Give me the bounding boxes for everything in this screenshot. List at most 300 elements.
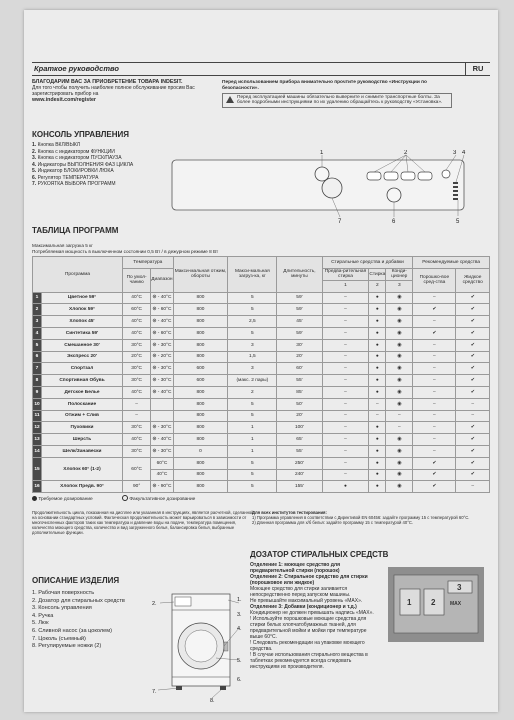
- function-button-icon: [367, 172, 381, 180]
- table-cell: ⊛ - 30°C: [151, 363, 173, 375]
- table-cell: –: [322, 316, 369, 328]
- table-cell: 30°C: [123, 375, 151, 387]
- start-pause-button-icon: [442, 170, 450, 178]
- table-cell: ◉: [386, 304, 413, 316]
- row-number: 15: [33, 457, 42, 481]
- table-cell: ⊛ - 40°C: [151, 386, 173, 398]
- table-cell: 40°C: [123, 386, 151, 398]
- table-cell: 155': [277, 481, 322, 493]
- table-cell: 5: [228, 469, 277, 481]
- table-cell: ⊛ - 20°C: [151, 351, 173, 363]
- program-name: Экспресс 20': [42, 351, 123, 363]
- table-cell: ◉: [386, 398, 413, 410]
- list-item: 1. Кнопка ВКЛ/ВЫКЛ: [32, 142, 81, 148]
- col-temperature: Температура: [123, 257, 174, 269]
- table-cell: 800: [173, 339, 228, 351]
- svg-text:2: 2: [431, 598, 436, 607]
- table-cell: 800: [173, 327, 228, 339]
- list-item: 5. Индикатор БЛОКИРОВКИ ЛЮКА: [32, 168, 114, 174]
- table-cell: ✔: [456, 363, 490, 375]
- warning-title: Перед использованием прибора внимательно прочтите руководство «Инструкции по безопасности».: [222, 80, 427, 91]
- callout-4: 4: [462, 150, 466, 156]
- program-name: Спортивная Обувь: [42, 375, 123, 387]
- list-item: 4. Индикаторы ВЫПОЛНЕНИЯ ФАЗ ЦИКЛА: [32, 161, 134, 168]
- table-cell: ✔: [456, 469, 490, 481]
- row-number: 10: [33, 398, 42, 410]
- table-cell: [151, 398, 173, 410]
- table-cell: ◉: [386, 375, 413, 387]
- table-cell: ●: [369, 375, 386, 387]
- dispenser-photo: [388, 567, 484, 642]
- table-cell: 30°C: [123, 339, 151, 351]
- table-cell: 2,5: [228, 316, 277, 328]
- table-cell: ◉: [386, 363, 413, 375]
- table-cell: 1: [228, 422, 277, 434]
- col-spin: Макси-мальная отжим, обороты: [173, 257, 228, 293]
- table-cell: –: [322, 398, 369, 410]
- table-cell: ◉: [386, 469, 413, 481]
- table-cell: 800: [173, 434, 228, 446]
- table-cell: –: [322, 422, 369, 434]
- table-cell: 55': [277, 445, 322, 457]
- row-number: 1: [33, 292, 42, 304]
- table-cell: 55': [277, 375, 322, 387]
- col-powder: Порошко-вое сред-ства: [413, 268, 456, 292]
- table-row: [33, 445, 490, 457]
- table-cell: ●: [369, 434, 386, 446]
- table-cell: –: [413, 398, 456, 410]
- table-cell: ●: [369, 292, 386, 304]
- table-cell: 60°C: [123, 304, 151, 316]
- table-cell: 65': [277, 434, 322, 446]
- col-load: Макси-мальная загруз-ка, кг: [228, 257, 277, 293]
- table-cell: ●: [369, 327, 386, 339]
- table-cell: ✔: [456, 457, 490, 469]
- table-row: [33, 434, 490, 446]
- table-cell: 90°: [123, 481, 151, 493]
- table-cell: –: [413, 422, 456, 434]
- svg-text:5.: 5.: [237, 658, 242, 664]
- description-heading: ОПИСАНИЕ ИЗДЕЛИЯ: [32, 576, 120, 585]
- table-cell: ◉: [386, 316, 413, 328]
- table-cell: 50': [277, 398, 322, 410]
- warning-box: [222, 93, 452, 109]
- table-cell: 5: [228, 457, 277, 469]
- thanks-text: Для того чтобы получить наиболее полное обслуживание просим Вас зарегистрировать прибор на: [32, 85, 195, 97]
- table-cell: 40°C: [123, 292, 151, 304]
- table-cell: ✔: [413, 457, 456, 469]
- table-cell: ●: [369, 386, 386, 398]
- table-cell: 59': [277, 327, 322, 339]
- row-number: 12: [33, 422, 42, 434]
- warning-icon: [226, 96, 234, 103]
- program-name: Детское Белье: [42, 386, 123, 398]
- table-cell: 60°C: [151, 457, 173, 469]
- table-cell: –: [386, 422, 413, 434]
- table-cell: 800: [173, 410, 228, 422]
- controls-heading: КОНСОЛЬ УПРАВЛЕНИЯ: [32, 130, 130, 139]
- table-cell: ●: [369, 316, 386, 328]
- table-cell: ●: [369, 339, 386, 351]
- table-cell: 800: [173, 422, 228, 434]
- table-cell: ✔: [456, 351, 490, 363]
- temperature-knob-icon: [387, 188, 401, 202]
- table-cell: ✔: [413, 481, 456, 493]
- table-cell: –: [413, 375, 456, 387]
- header-bar: [32, 62, 490, 76]
- table-cell: 800: [173, 304, 228, 316]
- table-cell: 40°C: [123, 434, 151, 446]
- program-name: Синтетика 59': [42, 327, 123, 339]
- table-row: [33, 398, 490, 410]
- table-cell: –: [413, 351, 456, 363]
- table-cell: 3: [228, 339, 277, 351]
- table-cell: –: [456, 410, 490, 422]
- table-row: [33, 316, 490, 328]
- table-cell: –: [322, 339, 369, 351]
- table-cell: ◉: [386, 339, 413, 351]
- table-cell: ●: [369, 457, 386, 469]
- table-cell: ◉: [386, 327, 413, 339]
- table-cell: 5: [228, 481, 277, 493]
- table-cell: (макс. 2 пары): [228, 375, 277, 387]
- svg-text:7.: 7.: [152, 689, 157, 695]
- safety-warning: [222, 80, 452, 108]
- table-cell: 40°C: [151, 469, 173, 481]
- row-number: 4: [33, 327, 42, 339]
- table-cell: 20°C: [123, 351, 151, 363]
- table-cell: 600: [173, 375, 228, 387]
- list-item: 3. Консоль управления: [32, 605, 92, 612]
- dispenser-text: Отделение 1: моющее средство для предварительной стирки (порошок) Отделение 2: Стиральное средство для стирки (порошковое или жидкое) Моющее средство для стирки заливается непосредственно перед запуском машины. Не превышайте максимальный уровень «MAX». Отделение 3: Добавки (кондиционер и т.д.) Кондиционер не должен превышать надпись «MAX». ! Используйте порошковые моющие средства для стирки белых хлопчатобумажных тканей, для предварительной мойки и мойки при температуре выше 60°C. ! Следовать рекомендации на упаковке моющего средства. ! В случае использования стирального вещества в таблетках рекомендуется всегда следовать инструкциям их производителя.: [250, 562, 374, 670]
- table-row: [33, 457, 490, 469]
- table-cell: 59': [277, 292, 322, 304]
- table-row: [33, 422, 490, 434]
- table-cell: ✔: [456, 292, 490, 304]
- table-cell: 800: [173, 457, 228, 469]
- row-number: 3: [33, 316, 42, 328]
- control-panel-diagram: [170, 150, 470, 225]
- register-url[interactable]: www.indesit.com/register: [32, 97, 96, 103]
- callout-2: 2: [404, 150, 408, 156]
- row-number: 16: [33, 481, 42, 493]
- table-cell: 85': [277, 386, 322, 398]
- table-cell: –: [369, 398, 386, 410]
- callout-6: 6: [392, 219, 396, 225]
- table-cell: –: [322, 434, 369, 446]
- table-cell: 30°C: [123, 445, 151, 457]
- table-cell: 2: [228, 386, 277, 398]
- table-cell: ●: [369, 422, 386, 434]
- table-cell: 800: [173, 469, 228, 481]
- table-cell: [151, 410, 173, 422]
- table-row: [33, 386, 490, 398]
- table-cell: ●: [369, 351, 386, 363]
- table-cell: ⊛ - 30°C: [151, 422, 173, 434]
- dispenser-heading: ДОЗАТОР СТИРАЛЬНЫХ СРЕДСТВ: [250, 550, 389, 559]
- page-title: Краткое руководство: [34, 64, 119, 73]
- col-liquid: Жидкое средство: [456, 268, 490, 292]
- table-cell: 30°C: [123, 363, 151, 375]
- table-cell: 250': [277, 457, 322, 469]
- list-item: 6. Сливной насос (за цоколем): [32, 627, 112, 634]
- table-cell: ◉: [386, 434, 413, 446]
- table-cell: 1: [228, 434, 277, 446]
- list-item: 4. Ручка: [32, 612, 54, 619]
- table-cell: ⊛ - 90°C: [151, 481, 173, 493]
- col-wash: Стирка: [369, 268, 386, 280]
- table-cell: ●: [369, 363, 386, 375]
- program-name: Пуховики: [42, 422, 123, 434]
- washer-diagram: [152, 588, 247, 703]
- table-row: [33, 375, 490, 387]
- program-name: Шерсть: [42, 434, 123, 446]
- callout-5: 5: [456, 219, 460, 225]
- table-cell: –: [322, 304, 369, 316]
- function-button-icon: [384, 172, 398, 180]
- table-cell: –: [322, 327, 369, 339]
- row-number: 9: [33, 386, 42, 398]
- table-row: [33, 351, 490, 363]
- table-cell: –: [123, 398, 151, 410]
- table-cell: 800: [173, 292, 228, 304]
- table-cell: –: [413, 445, 456, 457]
- table-cell: 45': [277, 316, 322, 328]
- table-cell: ◉: [386, 292, 413, 304]
- program-name: Отжим + Слив: [42, 410, 123, 422]
- program-table-heading: ТАБЛИЦА ПРОГРАММ: [32, 226, 119, 235]
- footnote-right: Для всех институтов тестирования: 1) Программа управления в соответствии с Директивой ЕN 60456: задайте программу 15 с температурой 60°C. 2) Длинная программа для х/б белья: задайте программу 15 с температурой 40°C.: [252, 510, 470, 525]
- program-name: Спортзал: [42, 363, 123, 375]
- table-cell: 800: [173, 316, 228, 328]
- svg-text:1.: 1.: [237, 597, 242, 603]
- table-cell: ⊛ - 40°C: [151, 292, 173, 304]
- table-legend: Требуемое дозирование Факультативное дозирование: [32, 495, 490, 502]
- svg-text:4.: 4.: [237, 626, 242, 632]
- col-softener: Конди-ционер: [386, 268, 413, 280]
- power-button-icon: [315, 167, 329, 181]
- table-cell: –: [413, 434, 456, 446]
- table-cell: ●: [369, 304, 386, 316]
- table-cell: 1: [228, 445, 277, 457]
- table-cell: ⊛ - 40°C: [151, 434, 173, 446]
- col-default: По умол-чанию: [123, 268, 151, 292]
- table-cell: 1,5: [228, 351, 277, 363]
- table-cell: –: [456, 398, 490, 410]
- table-info: Максимальная загрузка 5 кг Потребляемая мощность в выключенном состоянии 0,5 Вт / в дежурном режиме 8 Вт: [32, 243, 219, 254]
- table-row: [33, 410, 490, 422]
- table-cell: ✔: [456, 327, 490, 339]
- table-cell: –: [413, 316, 456, 328]
- row-number: 5: [33, 339, 42, 351]
- table-cell: –: [123, 410, 151, 422]
- program-name: Смешанное 30': [42, 339, 123, 351]
- col-recommended: Рекомендуемые средства: [413, 257, 490, 269]
- table-cell: –: [322, 363, 369, 375]
- list-item: 5. Люк: [32, 620, 49, 627]
- function-button-icon: [418, 172, 432, 180]
- table-cell: ⊛ - 40°C: [151, 316, 173, 328]
- row-number: 13: [33, 434, 42, 446]
- footnote-left: Продолжительность цикла, показанная на дисплее или указанная в инструкциях, является расчетной, сделанной на основании стандартных условий. Фактическая продолжительность может варьироваться в зависимости от многочисленных факторов таких как температура и давление воды на подаче, температура помещения, количество моющего средства, количество и вид загруженного белья, балансировка белья, выбранные дополнительные функции.: [32, 510, 254, 535]
- table-cell: 240': [277, 469, 322, 481]
- table-cell: –: [413, 410, 456, 422]
- table-cell: ✔: [413, 469, 456, 481]
- callout-3: 3: [453, 150, 457, 156]
- table-cell: ✔: [456, 445, 490, 457]
- program-name: Хлопок 45': [42, 316, 123, 328]
- table-cell: ◉: [386, 351, 413, 363]
- table-cell: ⊛ - 60°C: [151, 327, 173, 339]
- function-button-icon: [401, 172, 415, 180]
- svg-text:3: 3: [457, 583, 462, 592]
- table-cell: 5: [228, 410, 277, 422]
- optional-dose-icon: [122, 495, 128, 501]
- manual-page: [24, 10, 498, 712]
- table-cell: 20': [277, 410, 322, 422]
- table-cell: ✔: [456, 422, 490, 434]
- table-cell: 20': [277, 351, 322, 363]
- description-list: [32, 590, 162, 651]
- table-cell: –: [322, 445, 369, 457]
- table-cell: ◉: [386, 457, 413, 469]
- table-cell: –: [322, 469, 369, 481]
- table-cell: 40°C: [123, 327, 151, 339]
- table-cell: ✔: [456, 375, 490, 387]
- table-cell: 30': [277, 339, 322, 351]
- svg-text:1: 1: [407, 598, 412, 607]
- program-name: Шелк/Занавески: [42, 445, 123, 457]
- table-cell: –: [322, 351, 369, 363]
- table-cell: –: [413, 292, 456, 304]
- table-cell: 800: [173, 398, 228, 410]
- table-cell: –: [413, 339, 456, 351]
- program-name: Хлопок 59°: [42, 304, 123, 316]
- table-row: [33, 481, 490, 493]
- table-cell: ✔: [413, 327, 456, 339]
- table-cell: ✔: [456, 304, 490, 316]
- table-cell: 600: [173, 363, 228, 375]
- table-cell: –: [322, 375, 369, 387]
- svg-text:6.: 6.: [237, 677, 242, 683]
- row-number: 2: [33, 304, 42, 316]
- table-cell: ✔: [456, 316, 490, 328]
- col-detergents: Стиральные средства и добавки: [322, 257, 413, 269]
- table-cell: ◉: [386, 445, 413, 457]
- table-cell: 5: [228, 398, 277, 410]
- col-program: Программа: [33, 257, 123, 293]
- table-cell: ●: [369, 481, 386, 493]
- svg-text:8.: 8.: [210, 698, 215, 703]
- svg-text:3.: 3.: [237, 612, 242, 618]
- col-duration: Длительность, минуты: [277, 257, 322, 293]
- col-range: Диапазон: [151, 268, 173, 292]
- table-row: [33, 363, 490, 375]
- list-item: 7. РУКОЯТКА ВЫБОРА ПРОГРАММ: [32, 181, 116, 187]
- row-number: 11: [33, 410, 42, 422]
- thanks-title: БЛАГОДАРИМ ВАС ЗА ПРИОБРЕТЕНИЕ ТОВАРА INDESIT.: [32, 79, 183, 85]
- row-number: 8: [33, 375, 42, 387]
- language-badge: RU: [465, 62, 490, 76]
- row-number: 7: [33, 363, 42, 375]
- table-cell: ⊛ - 30°C: [151, 445, 173, 457]
- callout-1: 1: [320, 150, 324, 156]
- table-cell: ◉: [386, 481, 413, 493]
- program-knob-icon: [322, 178, 342, 198]
- list-item: 6. Регулятор ТЕМПЕРАТУРА: [32, 174, 99, 181]
- table-cell: 3: [228, 363, 277, 375]
- row-number: 14: [33, 445, 42, 457]
- svg-text:2.: 2.: [152, 601, 157, 607]
- table-cell: ◉: [386, 386, 413, 398]
- list-item: 7. Цоколь (съемный): [32, 635, 86, 642]
- table-cell: –: [456, 481, 490, 493]
- table-cell: 0: [173, 445, 228, 457]
- table-cell: ✔: [456, 339, 490, 351]
- table-row: [33, 292, 490, 304]
- table-cell: ⊛ - 30°C: [151, 375, 173, 387]
- table-cell: ⊛ - 60°C: [151, 304, 173, 316]
- row-number: 6: [33, 351, 42, 363]
- table-cell: 800: [173, 481, 228, 493]
- program-name: Полоскание: [42, 398, 123, 410]
- program-name: Хлопок Предв. 90°: [42, 481, 123, 493]
- list-item: 1. Рабочая поверхность: [32, 590, 95, 596]
- table-cell: –: [322, 292, 369, 304]
- thanks-block: [32, 79, 217, 103]
- table-cell: ●: [322, 481, 369, 493]
- table-cell: –: [369, 410, 386, 422]
- table-cell: 60': [277, 363, 322, 375]
- table-row: [33, 327, 490, 339]
- table-cell: 800: [173, 386, 228, 398]
- list-item: 8. Регулируемые ножки (2): [32, 643, 102, 650]
- table-cell: 5: [228, 304, 277, 316]
- table-row: [33, 339, 490, 351]
- table-cell: 800: [173, 351, 228, 363]
- col-prewash: Предва-рительная стирка: [322, 268, 369, 280]
- table-cell: 5: [228, 292, 277, 304]
- program-name: Хлопок 60° (1-2): [42, 457, 123, 481]
- table-cell: –: [413, 363, 456, 375]
- warning-box-text: Перед эксплуатацией машины обязательно выверните и снимите транспортные болты. За более подробными инструкциями по их удалению обращайтесь к руководству «Установка».: [237, 94, 443, 106]
- table-cell: 100': [277, 422, 322, 434]
- table-cell: –: [413, 386, 456, 398]
- table-cell: 5: [228, 327, 277, 339]
- program-name: Цветное 59°: [42, 292, 123, 304]
- table-cell: –: [386, 410, 413, 422]
- table-cell: 40°C: [123, 316, 151, 328]
- list-item: 2. Дозатор для стиральных средств: [32, 597, 125, 604]
- table-cell: ✔: [413, 304, 456, 316]
- table-cell: –: [322, 410, 369, 422]
- table-cell: 60°C: [123, 457, 151, 481]
- callout-7: 7: [338, 219, 342, 225]
- program-table: Программа Температура Макси-мальная отжим, обороты Макси-мальная загруз-ка, кг Длительность, минуты Стиральные средства и добавки Рекомендуемые средства По умол-чанию Диапазон Предва-рительная стирка Стирка Конди-ционер Порошко-вое сред-ства Жидкое средство 1 2 3 1 Цветное 59° 40°C ⊛ - 40°C 800 5 59' – ● ◉ – ✔ 2 Хлопок 59° 60°C ⊛ - 60°C 800 5 59' – ● ◉ ✔ ✔ 3 Хлопок 45' 40°C ⊛ - 40°C 800 2,5 45' – ● ◉ – ✔ 4 Синтетика 59' 40°C ⊛ - 60°C 800 5 59' – ● ◉ ✔ ✔ 5 Смешанное 30' 30°C ⊛ - 30°C 800 3 30' – ● ◉ – ✔ 6 Экспресс 20' 20°C ⊛ - 20°C 800 1,5 20' – ● ◉ – ✔ 7 Спортзал 30°C ⊛ - 30°C 600 3 60' – ● ◉ – ✔ 8 Спортивная Обувь 30°C ⊛ - 30°C 600 (макс. 2 пары) 55' – ● ◉ – ✔ 9 Детское Белье 40°C ⊛ - 40°C 800 2 85' – ● ◉ – ✔ 10 Полоскание – 800 5 50' – – ◉ – – 11 Отжим + Слив – 800 5 20' – – – – – 12 Пуховики 30°C ⊛ - 30°C 800 1 100' – ● – – ✔ 13 Шерсть 40°C ⊛ - 40°C 800 1 65' – ● ◉ – ✔ 14 Шелк/Занавески 30°C ⊛ - 30°C 0 1 55' – ● ◉ – ✔ 15 Хлопок 60° (1-2) 60°C 60°C 800 5 250' – ● ◉ ✔ ✔ 40°C 800 5 240' – ● ◉ ✔ ✔ 16 Хлопок Предв. 90° 90° ⊛ - 90°C 800 5 155' ● ● ◉ ✔ –: [32, 256, 490, 493]
- table-cell: ●: [369, 469, 386, 481]
- table-cell: –: [322, 457, 369, 469]
- table-cell: 59': [277, 304, 322, 316]
- required-dose-icon: [32, 496, 37, 501]
- list-item: 2. Кнопка с индикатором ФУНКЦИИ: [32, 148, 115, 155]
- table-cell: ✔: [456, 386, 490, 398]
- svg-text:MAX: MAX: [450, 601, 462, 607]
- list-item: 3. Кнопка с индикатором ПУСК/ПАУЗА: [32, 155, 122, 161]
- table-cell: ●: [369, 445, 386, 457]
- table-cell: 30°C: [123, 422, 151, 434]
- table-cell: –: [322, 386, 369, 398]
- table-cell: ✔: [456, 434, 490, 446]
